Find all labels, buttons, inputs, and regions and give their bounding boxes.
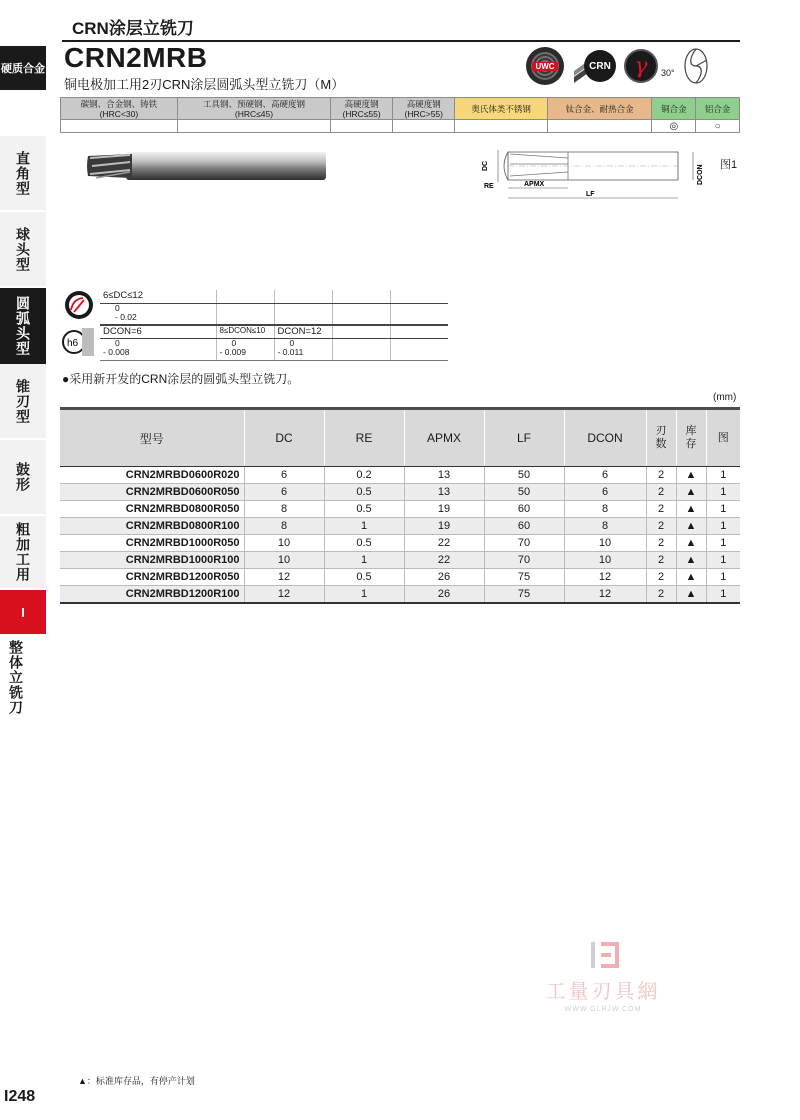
cell-model: CRN2MRBD0600R050 [60,484,244,501]
col-figure: 图 [706,409,740,467]
cell-flutes: 2 [646,552,676,569]
uwc-badge-text: UWC [532,62,557,71]
cell-model: CRN2MRBD0600R020 [60,467,244,484]
cell-model: CRN2MRBD0800R050 [60,501,244,518]
cell-dcon: 12 [564,586,646,603]
cell-dcon: 10 [564,552,646,569]
dim-lf-label: LF [586,191,595,198]
material-header-cell: 钛合金、耐热合金 [547,98,652,120]
col-re: RE [324,409,404,467]
material-suitability-cell: ○ [696,120,740,133]
model-title: CRN2MRB [64,42,208,73]
cell-flutes: 2 [646,484,676,501]
unit-label: (mm) [713,392,737,403]
table-row [60,569,740,586]
table-row [60,535,740,552]
helix-angle-badge [624,49,658,83]
col-dcon: DCON [564,409,646,467]
cell-lf: 60 [484,501,564,518]
col-flutes: 刃数 [646,409,676,467]
cell-fig: 1 [706,569,740,586]
cell-lf: 60 [484,518,564,535]
material-header-cell: 工具钢、预硬钢、高硬度钢 (HRC≤45) [177,98,330,120]
cell-model: CRN2MRBD1000R100 [60,552,244,569]
cell-dc: 6 [244,484,324,501]
cell-re: 1 [324,552,404,569]
cell-fig: 1 [706,501,740,518]
table-row [60,586,740,603]
dc-range-label: 6≤DC≤12 [100,290,216,303]
dcon-header: DCON=12 [274,325,332,338]
gamma-symbol: γ [634,53,648,79]
cell-lf: 50 [484,467,564,484]
sidebar-tab-label: 圆弧头型 [15,296,31,356]
sidebar-tab-label: 直角型 [15,150,31,196]
col-dc: DC [244,409,324,467]
cell-re: 0.5 [324,484,404,501]
col-stock: 库存 [676,409,706,467]
feature-badges [526,46,711,86]
sidebar-tab-label: 鼓形 [15,462,31,492]
end-mill-end-view-icon [681,46,711,86]
dcon-tolerance-value: 0 - 0.008 [100,338,216,360]
tool-photo [86,148,331,184]
specification-table [60,407,740,604]
sidebar-tab-square[interactable] [0,136,46,212]
cell-fig: 1 [706,586,740,603]
h6-tolerance-label: h6 [67,338,79,349]
cell-dc: 6 [244,467,324,484]
dcon-tolerance-value: 0 - 0.009 [216,338,274,360]
cell-lf: 75 [484,586,564,603]
tolerance-icons [62,290,96,360]
cell-stock: ▲ [676,501,706,518]
cell-dc: 10 [244,535,324,552]
feature-note: ●采用新开发的CRN涂层的圆弧头型立铣刀。 [62,372,300,386]
table-row [60,518,740,535]
cell-stock: ▲ [676,535,706,552]
stock-footnote: ▲：标准库存品，有停产计划 [78,1076,195,1086]
dcon-header: DCON=6 [100,325,216,338]
cell-stock: ▲ [676,518,706,535]
material-suitability-cell [547,120,652,133]
cell-dcon: 8 [564,518,646,535]
material-header-cell: 奥氏体类不锈钢 [455,98,547,120]
cell-re: 0.5 [324,501,404,518]
cell-fig: 1 [706,518,740,535]
col-apmx: APMX [404,409,484,467]
cell-flutes: 2 [646,535,676,552]
sidebar-tab-barrel[interactable] [0,440,46,516]
sidebar-tab-label: 锥刃型 [15,378,31,424]
material-suitability-cell [455,120,547,133]
cell-apmx: 13 [404,467,484,484]
material-suitability-cell: ◎ [652,120,696,133]
series-title: CRN涂层立铣刀 [72,19,194,38]
section-label: 整体立铣刀 [8,640,24,715]
col-model: 型号 [60,409,244,467]
dim-re-label: RE [484,183,494,190]
sidebar-tab-ball[interactable] [0,212,46,288]
cell-stock: ▲ [676,484,706,501]
cell-fig: 1 [706,467,740,484]
table-row [60,484,740,501]
section-badge [0,590,46,634]
material-suitability-cell [393,120,455,133]
uwc-badge-icon [526,47,564,85]
tool-dimension-diagram [478,144,708,206]
cell-dcon: 6 [564,467,646,484]
material-header-cell: 碳钢、合金钢、铸铁 (HRC<30) [61,98,178,120]
cell-lf: 70 [484,535,564,552]
cell-dcon: 10 [564,535,646,552]
spec-header-row [60,409,740,467]
cell-flutes: 2 [646,586,676,603]
cell-model: CRN2MRBD1200R100 [60,586,244,603]
cell-dc: 10 [244,552,324,569]
section-badge-text: I [21,604,25,620]
dim-dc-label: DC [482,160,489,171]
cell-stock: ▲ [676,467,706,484]
cell-model: CRN2MRBD1000R050 [60,535,244,552]
crn-coating-badge [584,50,616,82]
cell-stock: ▲ [676,552,706,569]
cell-dc: 8 [244,501,324,518]
cell-apmx: 19 [404,518,484,535]
cell-re: 1 [324,518,404,535]
material-suitability-cell [61,120,178,133]
material-header-cell: 高硬度钢 (HRC≤55) [331,98,393,120]
cell-stock: ▲ [676,569,706,586]
sidebar-tab-label: 球头型 [15,226,31,272]
col-lf: LF [484,409,564,467]
cell-apmx: 22 [404,535,484,552]
sidebar-tab-label: 粗加工用 [15,522,31,582]
sidebar-category-label: 硬质合金 [1,63,45,75]
cell-dc: 12 [244,569,324,586]
watermark-url: WWW.GLRJW.COM [564,1006,642,1013]
cell-model: CRN2MRBD0800R100 [60,518,244,535]
cell-re: 1 [324,586,404,603]
cell-fig: 1 [706,535,740,552]
helix-angle-value: 30° [661,68,675,78]
cell-model: CRN2MRBD1200R050 [60,569,244,586]
cell-re: 0.5 [324,569,404,586]
material-suitability-cell [331,120,393,133]
crn-badge-text: CRN [589,60,611,72]
material-suitability-table [60,97,740,133]
cell-fig: 1 [706,552,740,569]
material-header-row [61,98,740,120]
dc-tolerance-value: 0 - 0.02 [100,303,216,325]
page-number: I248 [4,1088,36,1105]
watermark-text: 工量刃具網 [545,979,661,1003]
material-header-cell: 铝合金 [696,98,740,120]
table-row [60,552,740,569]
watermark [533,940,673,1013]
dim-apmx-label: APMX [524,181,545,188]
cell-apmx: 26 [404,586,484,603]
cell-flutes: 2 [646,467,676,484]
table-row [60,467,740,484]
model-subtitle: 铜电极加工用2刃CRN涂层圆弧头型立铣刀（M） [64,77,345,92]
cell-dcon: 8 [564,501,646,518]
cell-dc: 12 [244,586,324,603]
cell-apmx: 26 [404,569,484,586]
cell-fig: 1 [706,484,740,501]
dcon-tolerance-value: 0 - 0.011 [274,338,332,360]
cell-flutes: 2 [646,518,676,535]
material-suitability-cell [177,120,330,133]
material-header-cell: 铜合金 [652,98,696,120]
cell-re: 0.5 [324,535,404,552]
dim-dcon-label: DCON [697,164,704,185]
cell-re: 0.2 [324,467,404,484]
figure-label: 图1 [720,159,738,171]
cell-dcon: 12 [564,569,646,586]
watermark-logo-icon [583,940,623,970]
dcon-header: 8≤DCON≤10 [216,325,274,338]
sidebar-category-carbide[interactable] [0,46,46,90]
sidebar-tab-roughing[interactable] [0,516,46,590]
cell-dc: 8 [244,518,324,535]
cell-apmx: 13 [404,484,484,501]
table-row [60,501,740,518]
spec-table-body [60,467,740,603]
sidebar-tab-taper[interactable] [0,364,46,440]
cell-stock: ▲ [676,586,706,603]
cell-lf: 75 [484,569,564,586]
material-suitability-row [61,120,740,133]
sidebar-tab-radius[interactable] [0,288,46,364]
material-header-cell: 高硬度钢 (HRC>55) [393,98,455,120]
cell-flutes: 2 [646,569,676,586]
cell-flutes: 2 [646,501,676,518]
cell-apmx: 19 [404,501,484,518]
cell-lf: 70 [484,552,564,569]
cell-lf: 50 [484,484,564,501]
cell-dcon: 6 [564,484,646,501]
tolerance-table [100,290,448,361]
cell-apmx: 22 [404,552,484,569]
